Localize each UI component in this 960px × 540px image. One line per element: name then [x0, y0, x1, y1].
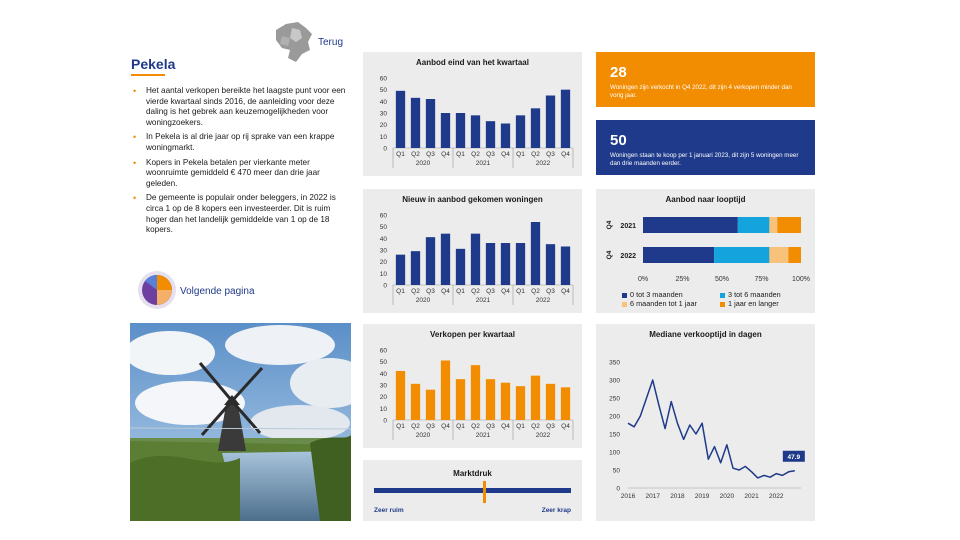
- marktdruk-marker: [483, 481, 486, 503]
- y-tick-label: 300: [609, 377, 620, 385]
- x-tick-label: Q2: [411, 423, 420, 430]
- y-tick-label: 60: [379, 212, 387, 220]
- x-tick-label: Q1: [456, 288, 465, 295]
- chart-title: Mediane verkooptijd in dagen: [649, 330, 762, 339]
- chart-looptijd: [596, 189, 815, 289]
- y-tick-label: 50: [379, 359, 387, 367]
- y-tick-label: 50: [379, 224, 387, 232]
- legend-item: [622, 299, 697, 308]
- chart-title: Aanbod naar looptijd: [665, 195, 746, 204]
- x-tick-label: 100%: [792, 276, 810, 283]
- y-tick-label: 10: [379, 133, 387, 141]
- y-tick-label: 350: [609, 359, 620, 367]
- y-tick-label: 30: [379, 110, 387, 118]
- group-label: 2021: [475, 432, 491, 439]
- x-tick-label: Q3: [426, 288, 435, 295]
- x-tick-label: Q3: [486, 151, 495, 158]
- marktdruk-title: Marktdruk: [453, 469, 492, 478]
- bar: [456, 379, 465, 420]
- x-tick-label: Q3: [546, 288, 555, 295]
- bar: [441, 113, 450, 148]
- x-tick-label: Q2: [471, 288, 480, 295]
- x-tick-label: Q1: [396, 288, 405, 295]
- bar: [411, 384, 420, 420]
- bar: [516, 243, 525, 285]
- bullet-item: • Het aantal verkopen bereikte het laagste punt voor een vierde kwartaal sinds 2016, de aanleiding voor deze daling is het gebrek aan keuzemogelijkheden voor woningzoekers.: [131, 86, 353, 128]
- chart-nieuw-panel: [363, 189, 582, 313]
- legend-item: [720, 299, 779, 308]
- marktdruk-panel: [363, 460, 582, 521]
- y-tick-label: 10: [379, 270, 387, 278]
- bar: [546, 244, 555, 285]
- x-tick-label: Q2: [531, 423, 540, 430]
- last-value-label: 47.9: [787, 453, 801, 461]
- legend-label: 0 tot 3 maanden: [630, 290, 683, 299]
- bar-segment: [769, 247, 788, 263]
- bar: [396, 371, 405, 420]
- row-label: 2022: [620, 253, 636, 260]
- x-tick-label: Q1: [516, 288, 525, 295]
- legend-label: 1 jaar en langer: [728, 299, 779, 308]
- y-tick-label: 40: [379, 98, 387, 106]
- group-label: 2021: [475, 297, 491, 304]
- bar: [546, 384, 555, 420]
- x-tick-label: 2022: [769, 493, 784, 500]
- x-tick-label: Q1: [516, 423, 525, 430]
- bullet-list: [131, 86, 353, 240]
- region-map-icon[interactable]: [272, 20, 316, 64]
- chart-mediane-panel: [596, 324, 815, 521]
- chart-nieuw: [363, 189, 582, 313]
- chart-verkopen: [363, 324, 582, 448]
- x-tick-label: Q3: [426, 423, 435, 430]
- bar: [456, 113, 465, 148]
- y-tick-label: 50: [612, 467, 620, 475]
- x-tick-label: Q4: [441, 423, 450, 430]
- kpi-supply: [596, 120, 815, 175]
- x-tick-label: Q4: [561, 288, 570, 295]
- x-tick-label: 2019: [694, 493, 710, 500]
- kpi-supply-value: 50: [610, 132, 627, 149]
- x-tick-label: Q1: [516, 151, 525, 158]
- bar-segment: [643, 217, 738, 233]
- y-tick-label: 0: [616, 485, 620, 493]
- kpi-sales-value: 28: [610, 64, 627, 81]
- y-tick-label: 60: [379, 75, 387, 83]
- bullet-item: • Kopers in Pekela betalen per vierkante meter woonruimte gemiddeld € 470 meer dan drie jaar geleden.: [131, 158, 353, 190]
- y-tick-label: 60: [379, 347, 387, 355]
- x-tick-label: Q1: [456, 151, 465, 158]
- bar: [471, 234, 480, 285]
- bar: [396, 91, 405, 148]
- legend-label: 6 maanden tot 1 jaar: [630, 299, 697, 308]
- windmill-photo: [130, 323, 351, 521]
- bar-segment: [738, 217, 770, 233]
- bar: [486, 121, 495, 148]
- back-link[interactable]: Terug: [318, 37, 344, 48]
- legend-label: 3 tot 6 maanden: [728, 290, 781, 299]
- x-tick-label: Q3: [546, 151, 555, 158]
- chart-looptijd-panel: [596, 189, 815, 313]
- chart-aanbod-panel: [363, 52, 582, 176]
- chart-mediane: [596, 324, 815, 521]
- x-tick-label: 2020: [719, 493, 735, 500]
- y-tick-label: 20: [379, 122, 387, 130]
- bar: [531, 222, 540, 285]
- y-tick-label: 0: [383, 145, 387, 153]
- bar: [501, 124, 510, 149]
- x-tick-label: Q4: [501, 423, 510, 430]
- group-label: 2020: [415, 160, 431, 167]
- x-tick-label: Q4: [561, 423, 570, 430]
- chart-title: Nieuw in aanbod gekomen woningen: [402, 195, 543, 204]
- bar: [471, 365, 480, 420]
- bar: [546, 96, 555, 149]
- y-tick-label: 250: [609, 395, 620, 403]
- next-page-link[interactable]: Volgende pagina: [180, 286, 255, 297]
- bar: [561, 247, 570, 286]
- marktdruk-left-label: Zeer ruim: [374, 507, 404, 514]
- bar: [501, 243, 510, 285]
- kpi-supply-text: Woningen staan te koop per 1 januari 2023, dit zijn 5 woningen meer dan drie maanden eerder.: [610, 152, 799, 167]
- x-tick-label: Q2: [411, 288, 420, 295]
- y-tick-label: 30: [379, 247, 387, 255]
- group-label: 2020: [415, 297, 431, 304]
- bar: [486, 379, 495, 420]
- next-page-pie-icon[interactable]: [137, 270, 177, 310]
- group-label: 2021: [475, 160, 491, 167]
- bar: [411, 251, 420, 285]
- group-label: 2022: [535, 297, 551, 304]
- bar: [456, 249, 465, 285]
- bullet-item: • De gemeente is populair onder beleggers, in 2022 is circa 1 op de 8 kopers een investeerder. Dit is ruim hoger dan het landelijk gemiddelde van 1 op de 18 kopers.: [131, 193, 353, 235]
- legend-swatch: [720, 293, 725, 298]
- bar: [426, 390, 435, 420]
- chart-verkopen-panel: [363, 324, 582, 448]
- legend-item: [622, 290, 683, 299]
- y-tick-label: 20: [379, 394, 387, 402]
- group-label: 2022: [535, 160, 551, 167]
- bar: [411, 98, 420, 148]
- x-tick-label: Q3: [486, 423, 495, 430]
- x-tick-label: Q2: [471, 423, 480, 430]
- bar-segment: [777, 217, 801, 233]
- bar: [516, 115, 525, 148]
- x-tick-label: Q4: [501, 151, 510, 158]
- legend-item: [720, 290, 781, 299]
- x-tick-label: 75%: [754, 276, 769, 283]
- row-prefix-label: Q4: [606, 220, 613, 230]
- x-tick-label: Q3: [486, 288, 495, 295]
- x-tick-label: Q2: [411, 151, 420, 158]
- y-tick-label: 50: [379, 87, 387, 95]
- x-tick-label: Q2: [531, 288, 540, 295]
- bar: [471, 115, 480, 148]
- legend-swatch: [622, 293, 627, 298]
- x-tick-label: Q4: [441, 288, 450, 295]
- kpi-sales: [596, 52, 815, 107]
- bar: [531, 376, 540, 420]
- x-tick-label: Q3: [426, 151, 435, 158]
- x-tick-label: 0%: [637, 276, 649, 283]
- bar: [486, 243, 495, 285]
- x-tick-label: Q1: [396, 423, 405, 430]
- y-tick-label: 40: [379, 235, 387, 243]
- bar: [441, 234, 450, 285]
- bar: [426, 99, 435, 148]
- x-tick-label: 25%: [675, 276, 690, 283]
- y-tick-label: 100: [609, 449, 620, 457]
- legend-swatch: [622, 302, 627, 307]
- group-label: 2022: [535, 432, 551, 439]
- x-tick-label: 2016: [620, 493, 636, 500]
- legend-swatch: [720, 302, 725, 307]
- x-tick-label: Q3: [546, 423, 555, 430]
- bar-segment: [788, 247, 801, 263]
- y-tick-label: 10: [379, 405, 387, 413]
- bar: [501, 383, 510, 420]
- marktdruk-right-label: Zeer krap: [541, 507, 571, 514]
- chart-title: Verkopen per kwartaal: [430, 330, 515, 339]
- x-tick-label: 50%: [714, 276, 730, 283]
- bar: [561, 387, 570, 420]
- group-label: 2020: [415, 432, 431, 439]
- row-label: 2021: [620, 223, 636, 230]
- bar: [426, 237, 435, 285]
- bullet-item: • In Pekela is al drie jaar op rij sprake van een krappe woningmarkt.: [131, 132, 353, 153]
- y-tick-label: 0: [383, 282, 387, 290]
- chart-title: Aanbod eind van het kwartaal: [416, 58, 529, 67]
- x-tick-label: Q4: [501, 288, 510, 295]
- y-tick-label: 200: [609, 413, 620, 421]
- bar-segment: [769, 217, 777, 233]
- bar-segment: [643, 247, 714, 263]
- x-tick-label: Q4: [441, 151, 450, 158]
- x-tick-label: 2021: [744, 493, 759, 500]
- y-tick-label: 30: [379, 382, 387, 390]
- bar: [396, 255, 405, 285]
- marktdruk-bar: [374, 488, 571, 493]
- kpi-sales-text: Woningen zijn verkocht in Q4 2022, dit zijn 4 verkopen minder dan vorig jaar.: [610, 84, 792, 99]
- title-underline: [131, 74, 165, 76]
- y-tick-label: 0: [383, 417, 387, 425]
- bar: [561, 90, 570, 148]
- x-tick-label: Q1: [396, 151, 405, 158]
- y-tick-label: 20: [379, 259, 387, 267]
- x-tick-label: 2018: [670, 493, 685, 500]
- bar-segment: [714, 247, 769, 263]
- bar: [441, 361, 450, 421]
- bar: [531, 108, 540, 148]
- y-tick-label: 40: [379, 370, 387, 378]
- page-title: Pekela: [131, 56, 176, 72]
- y-tick-label: 150: [609, 431, 620, 439]
- x-tick-label: 2017: [645, 493, 660, 500]
- x-tick-label: Q4: [561, 151, 570, 158]
- x-tick-label: Q2: [531, 151, 540, 158]
- chart-aanbod: [363, 52, 582, 176]
- series-line: [628, 380, 795, 478]
- row-prefix-label: Q4: [606, 250, 613, 260]
- x-tick-label: Q2: [471, 151, 480, 158]
- bar: [516, 386, 525, 420]
- x-tick-label: Q1: [456, 423, 465, 430]
